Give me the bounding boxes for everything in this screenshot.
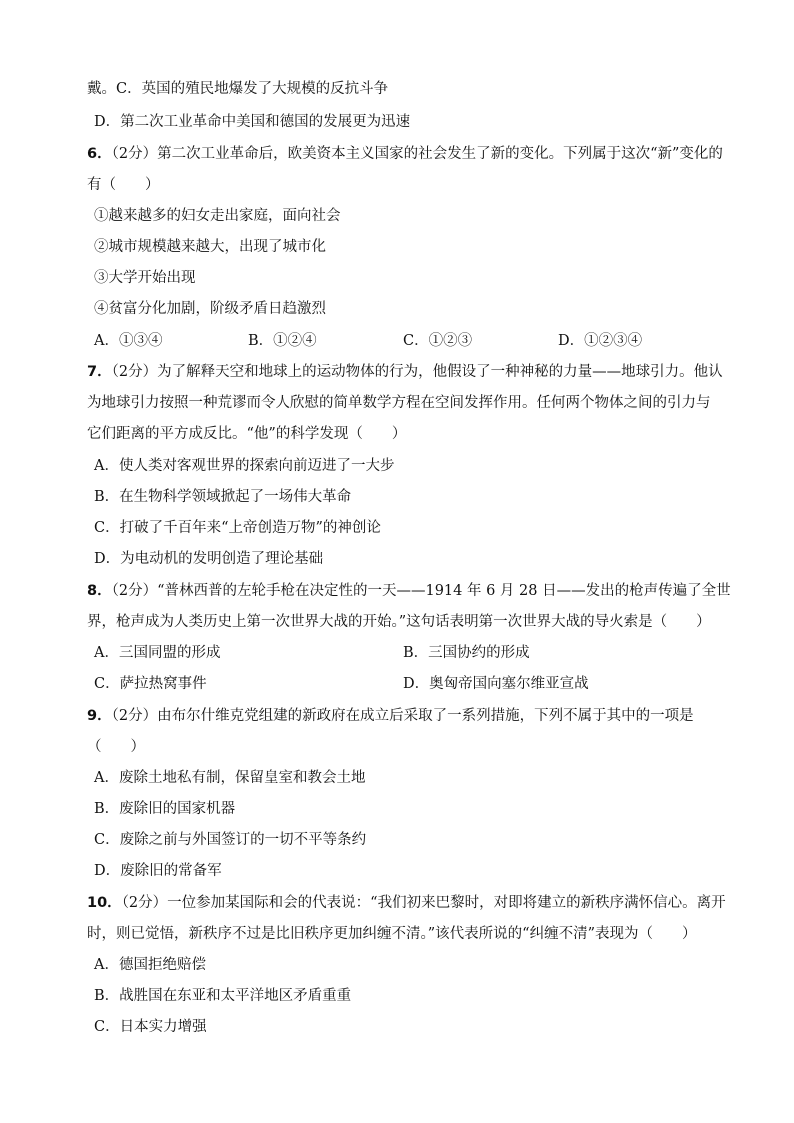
question-text: 界，枪声成为人类历史上第一次世界大战的开始。”这句话表明第一次世界大战的导火索是（ ） <box>87 614 711 630</box>
option-a[interactable]: A．①③④ <box>94 333 163 349</box>
question-9-stem-cont <box>87 737 145 757</box>
option-b[interactable] <box>94 487 351 507</box>
question-text: （2分）由布尔什维克党组建的新政府在成立后采取了一系列措施，下列不属于其中的一项是 <box>111 708 694 724</box>
statement-1 <box>94 206 341 226</box>
option-b[interactable]: B．①②④ <box>248 333 317 349</box>
option-text: A．使人类对客观世界的探索向前迈进了一大步 <box>94 458 395 474</box>
option-b[interactable]: B．三国协约的形成 <box>403 645 530 661</box>
option-text: A．废除土地私有制，保留皇室和教会土地 <box>94 770 366 786</box>
text-line <box>87 79 388 99</box>
statement-text: ②城市规模越来越大，出现了城市化 <box>94 239 326 255</box>
question-text: （2分）一位参加某国际和会的代表说：“我们初来巴黎时，对即将建立的新秩序满怀信心。离开 <box>121 895 726 911</box>
question-7-stem <box>87 362 723 382</box>
question-9-stem <box>87 706 694 726</box>
option-a[interactable] <box>94 768 365 788</box>
option-c[interactable] <box>94 830 366 850</box>
question-7-stem-cont <box>87 393 711 413</box>
question-8-stem-cont <box>87 612 711 632</box>
question-10-stem-cont <box>87 924 697 944</box>
option-d[interactable]: D．①②③④ <box>558 333 643 349</box>
option-text: C．废除之前与外国签订的一切不平等条约 <box>94 832 367 848</box>
statement-text: ③大学开始出现 <box>94 270 196 286</box>
question-text: 为地球引力按照一种荒谬而令人欣慰的简单数学方程在空间发挥作用。任何两个物体之间的引力与 <box>87 395 711 411</box>
question-8-options-row1 <box>94 643 694 663</box>
option-c[interactable] <box>94 518 381 538</box>
question-6-stem <box>87 144 723 164</box>
question-6-options <box>94 331 694 351</box>
question-number: 6． <box>87 146 112 162</box>
question-text: （ ） <box>87 739 145 755</box>
question-6-stem-cont <box>87 175 160 195</box>
question-number: 10． <box>87 895 122 911</box>
question-number: 9． <box>87 708 112 724</box>
option-b[interactable] <box>94 986 351 1006</box>
option-a[interactable] <box>94 955 206 975</box>
statement-3 <box>94 268 196 288</box>
question-8-stem <box>87 581 731 601</box>
option-text: D．废除旧的常备军 <box>94 863 222 879</box>
option-d[interactable] <box>94 861 222 881</box>
option-text: C．打破了千百年来“上帝创造万物”的神创论 <box>94 520 381 536</box>
question-number: 8． <box>87 583 112 599</box>
option-text: B．废除旧的国家机器 <box>94 801 236 817</box>
option-text: D．第二次工业革命中美国和德国的发展更为迅速 <box>94 114 411 130</box>
option-a[interactable] <box>94 456 394 476</box>
statement-text: ①越来越多的妇女走出家庭，面向社会 <box>94 208 341 224</box>
statement-text: ④贫富分化加剧，阶级矛盾日趋激烈 <box>94 301 326 317</box>
option-c[interactable]: C．①②③ <box>403 333 473 349</box>
option-text: A．德国拒绝赔偿 <box>94 957 206 973</box>
question-text: （2分）第二次工业革命后，欧美资本主义国家的社会发生了新的变化。下列属于这次“新”变化的 <box>111 146 723 162</box>
option-a[interactable]: A．三国同盟的形成 <box>94 645 221 661</box>
statement-4 <box>94 299 326 319</box>
option-text: B．战胜国在东亚和太平洋地区矛盾重重 <box>94 988 352 1004</box>
question-text: 它们距离的平方成反比。“他”的科学发现（ ） <box>87 426 407 442</box>
option-text: B．在生物科学领域掀起了一场伟大革命 <box>94 489 352 505</box>
option-text: 戴。C．英国的殖民地爆发了大规模的反抗斗争 <box>87 81 389 97</box>
question-7-stem-cont <box>87 424 406 444</box>
question-number: 7． <box>87 364 112 380</box>
option-text: D．为电动机的发明创造了理论基础 <box>94 551 324 567</box>
question-text: （2分）为了解释天空和地球上的运动物体的行为，他假设了一种神秘的力量——地球引力。他认 <box>111 364 723 380</box>
text-line <box>94 112 410 132</box>
option-text: C．日本实力增强 <box>94 1019 207 1035</box>
option-c[interactable]: C．萨拉热窝事件 <box>94 676 207 692</box>
option-d[interactable]: D．奥匈帝国向塞尔维亚宣战 <box>403 676 589 692</box>
question-text: （2分）“普林西普的左轮手枪在决定性的一天——1914 年 6 月 28 日——发出的枪声传遍了全世 <box>111 583 731 599</box>
option-c[interactable] <box>94 1017 207 1037</box>
statement-2 <box>94 237 326 257</box>
question-text: 时，则已觉悟，新秩序不过是比旧秩序更加纠缠不清。”该代表所说的“纠缠不清”表现为（ ） <box>87 926 697 942</box>
option-d[interactable] <box>94 549 323 569</box>
question-8-options-row2 <box>94 674 694 694</box>
question-10-stem <box>87 893 726 913</box>
question-text: 有（ ） <box>87 177 160 193</box>
option-b[interactable] <box>94 799 235 819</box>
